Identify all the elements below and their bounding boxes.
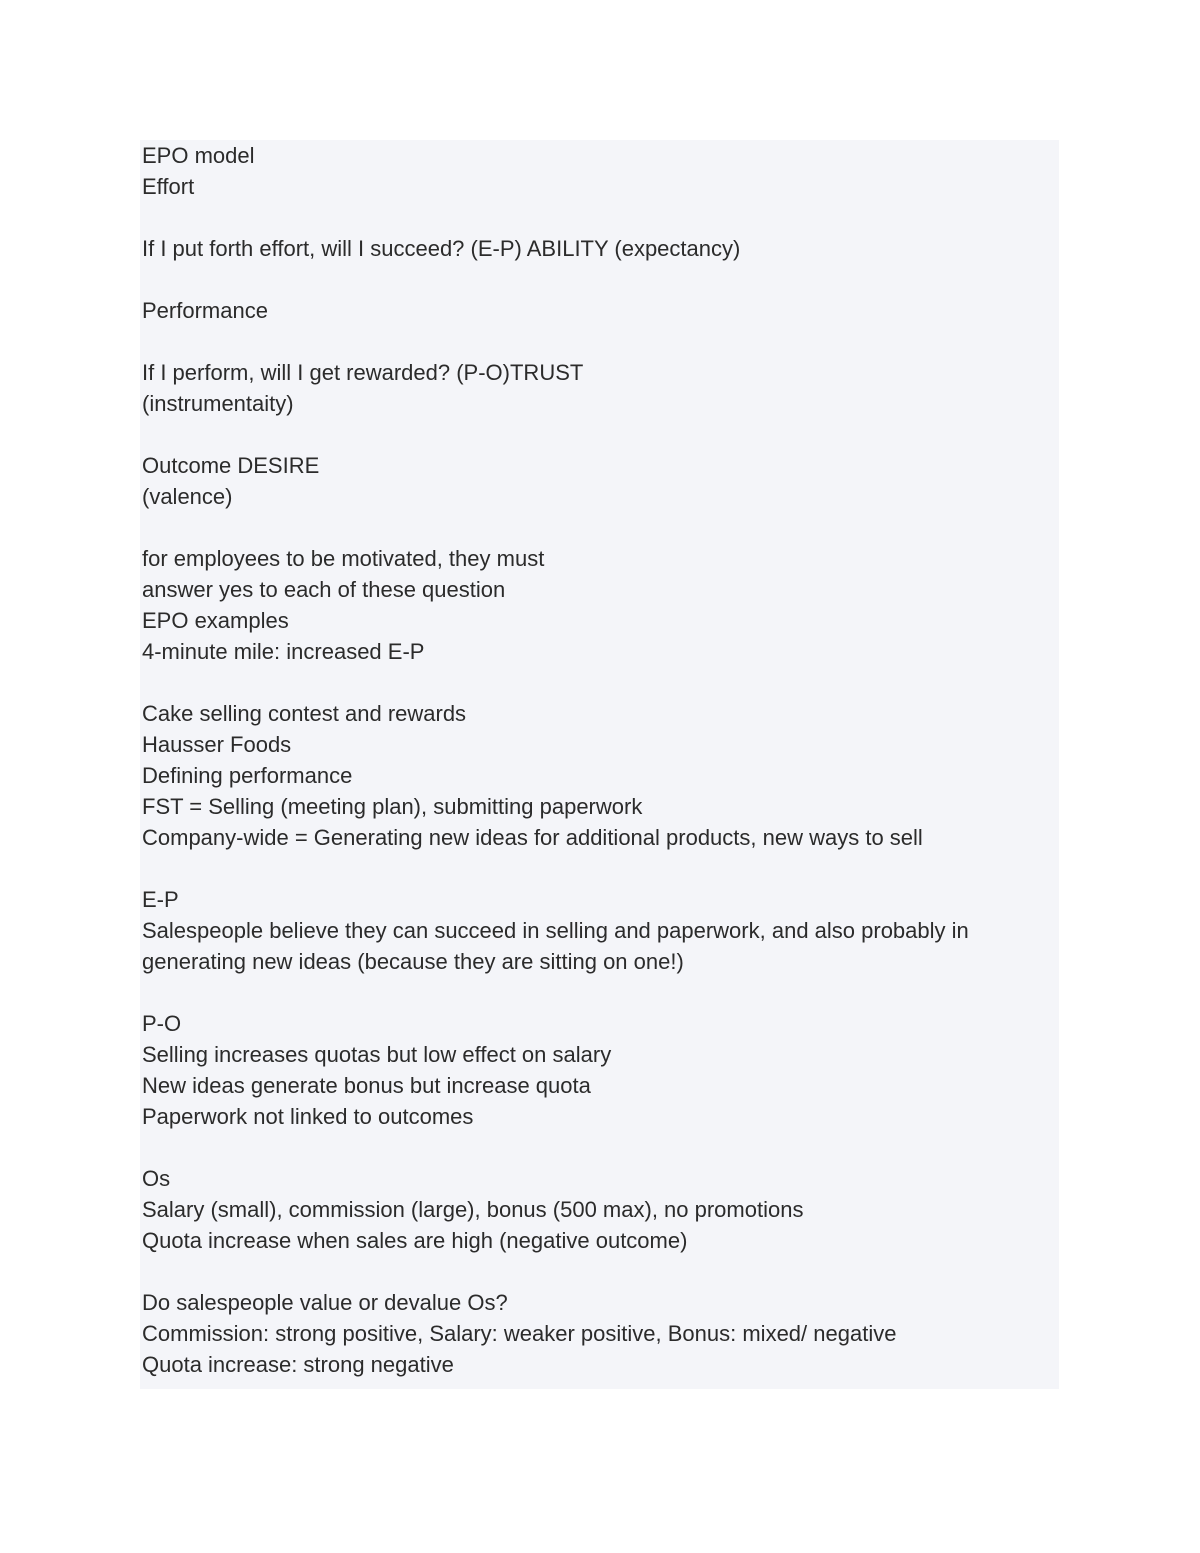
note-line: answer yes to each of these question [142, 577, 506, 602]
note-line: Company-wide = Generating new ideas for additional products, new ways to sell [142, 825, 923, 850]
note-line: E-P [142, 887, 179, 912]
note-line: EPO model [142, 143, 255, 168]
note-line: EPO examples [142, 608, 289, 633]
note-line: Os [142, 1166, 171, 1191]
notes-text-block [140, 140, 1059, 1389]
note-line: for employees to be motivated, they must [142, 546, 545, 571]
note-line: (instrumentaity) [142, 391, 294, 416]
note-line: If I put forth effort, will I succeed? (E-P) ABILITY (expectancy) [142, 236, 741, 261]
note-line: Outcome DESIRE [142, 453, 320, 478]
note-line: Defining performance [142, 763, 353, 788]
note-line: Quota increase when sales are high (negative outcome) [142, 1228, 688, 1253]
note-line: Hausser Foods [142, 732, 292, 757]
note-line: P-O [142, 1011, 182, 1036]
note-line: Salary (small), commission (large), bonus (500 max), no promotions [142, 1197, 804, 1222]
note-line: If I perform, will I get rewarded? (P-O)TRUST [142, 360, 584, 385]
note-line: (valence) [142, 484, 233, 509]
note-line: Effort [142, 174, 195, 199]
note-line: New ideas generate bonus but increase quota [142, 1073, 591, 1098]
note-line: FST = Selling (meeting plan), submitting paperwork [142, 794, 643, 819]
note-line: Salespeople believe they can succeed in selling and paperwork, and also probably in [142, 918, 969, 943]
note-line: Selling increases quotas but low effect on salary [142, 1042, 612, 1067]
note-line: Cake selling contest and rewards [142, 701, 467, 726]
note-line: Commission: strong positive, Salary: weaker positive, Bonus: mixed/ negative [142, 1321, 897, 1346]
note-line: Quota increase: strong negative [142, 1352, 454, 1377]
note-line: 4-minute mile: increased E-P [142, 639, 425, 664]
note-line: generating new ideas (because they are sitting on one!) [142, 949, 684, 974]
note-line: Do salespeople value or devalue Os? [142, 1290, 508, 1315]
note-line: Paperwork not linked to outcomes [142, 1104, 474, 1129]
note-line: Performance [142, 298, 268, 323]
